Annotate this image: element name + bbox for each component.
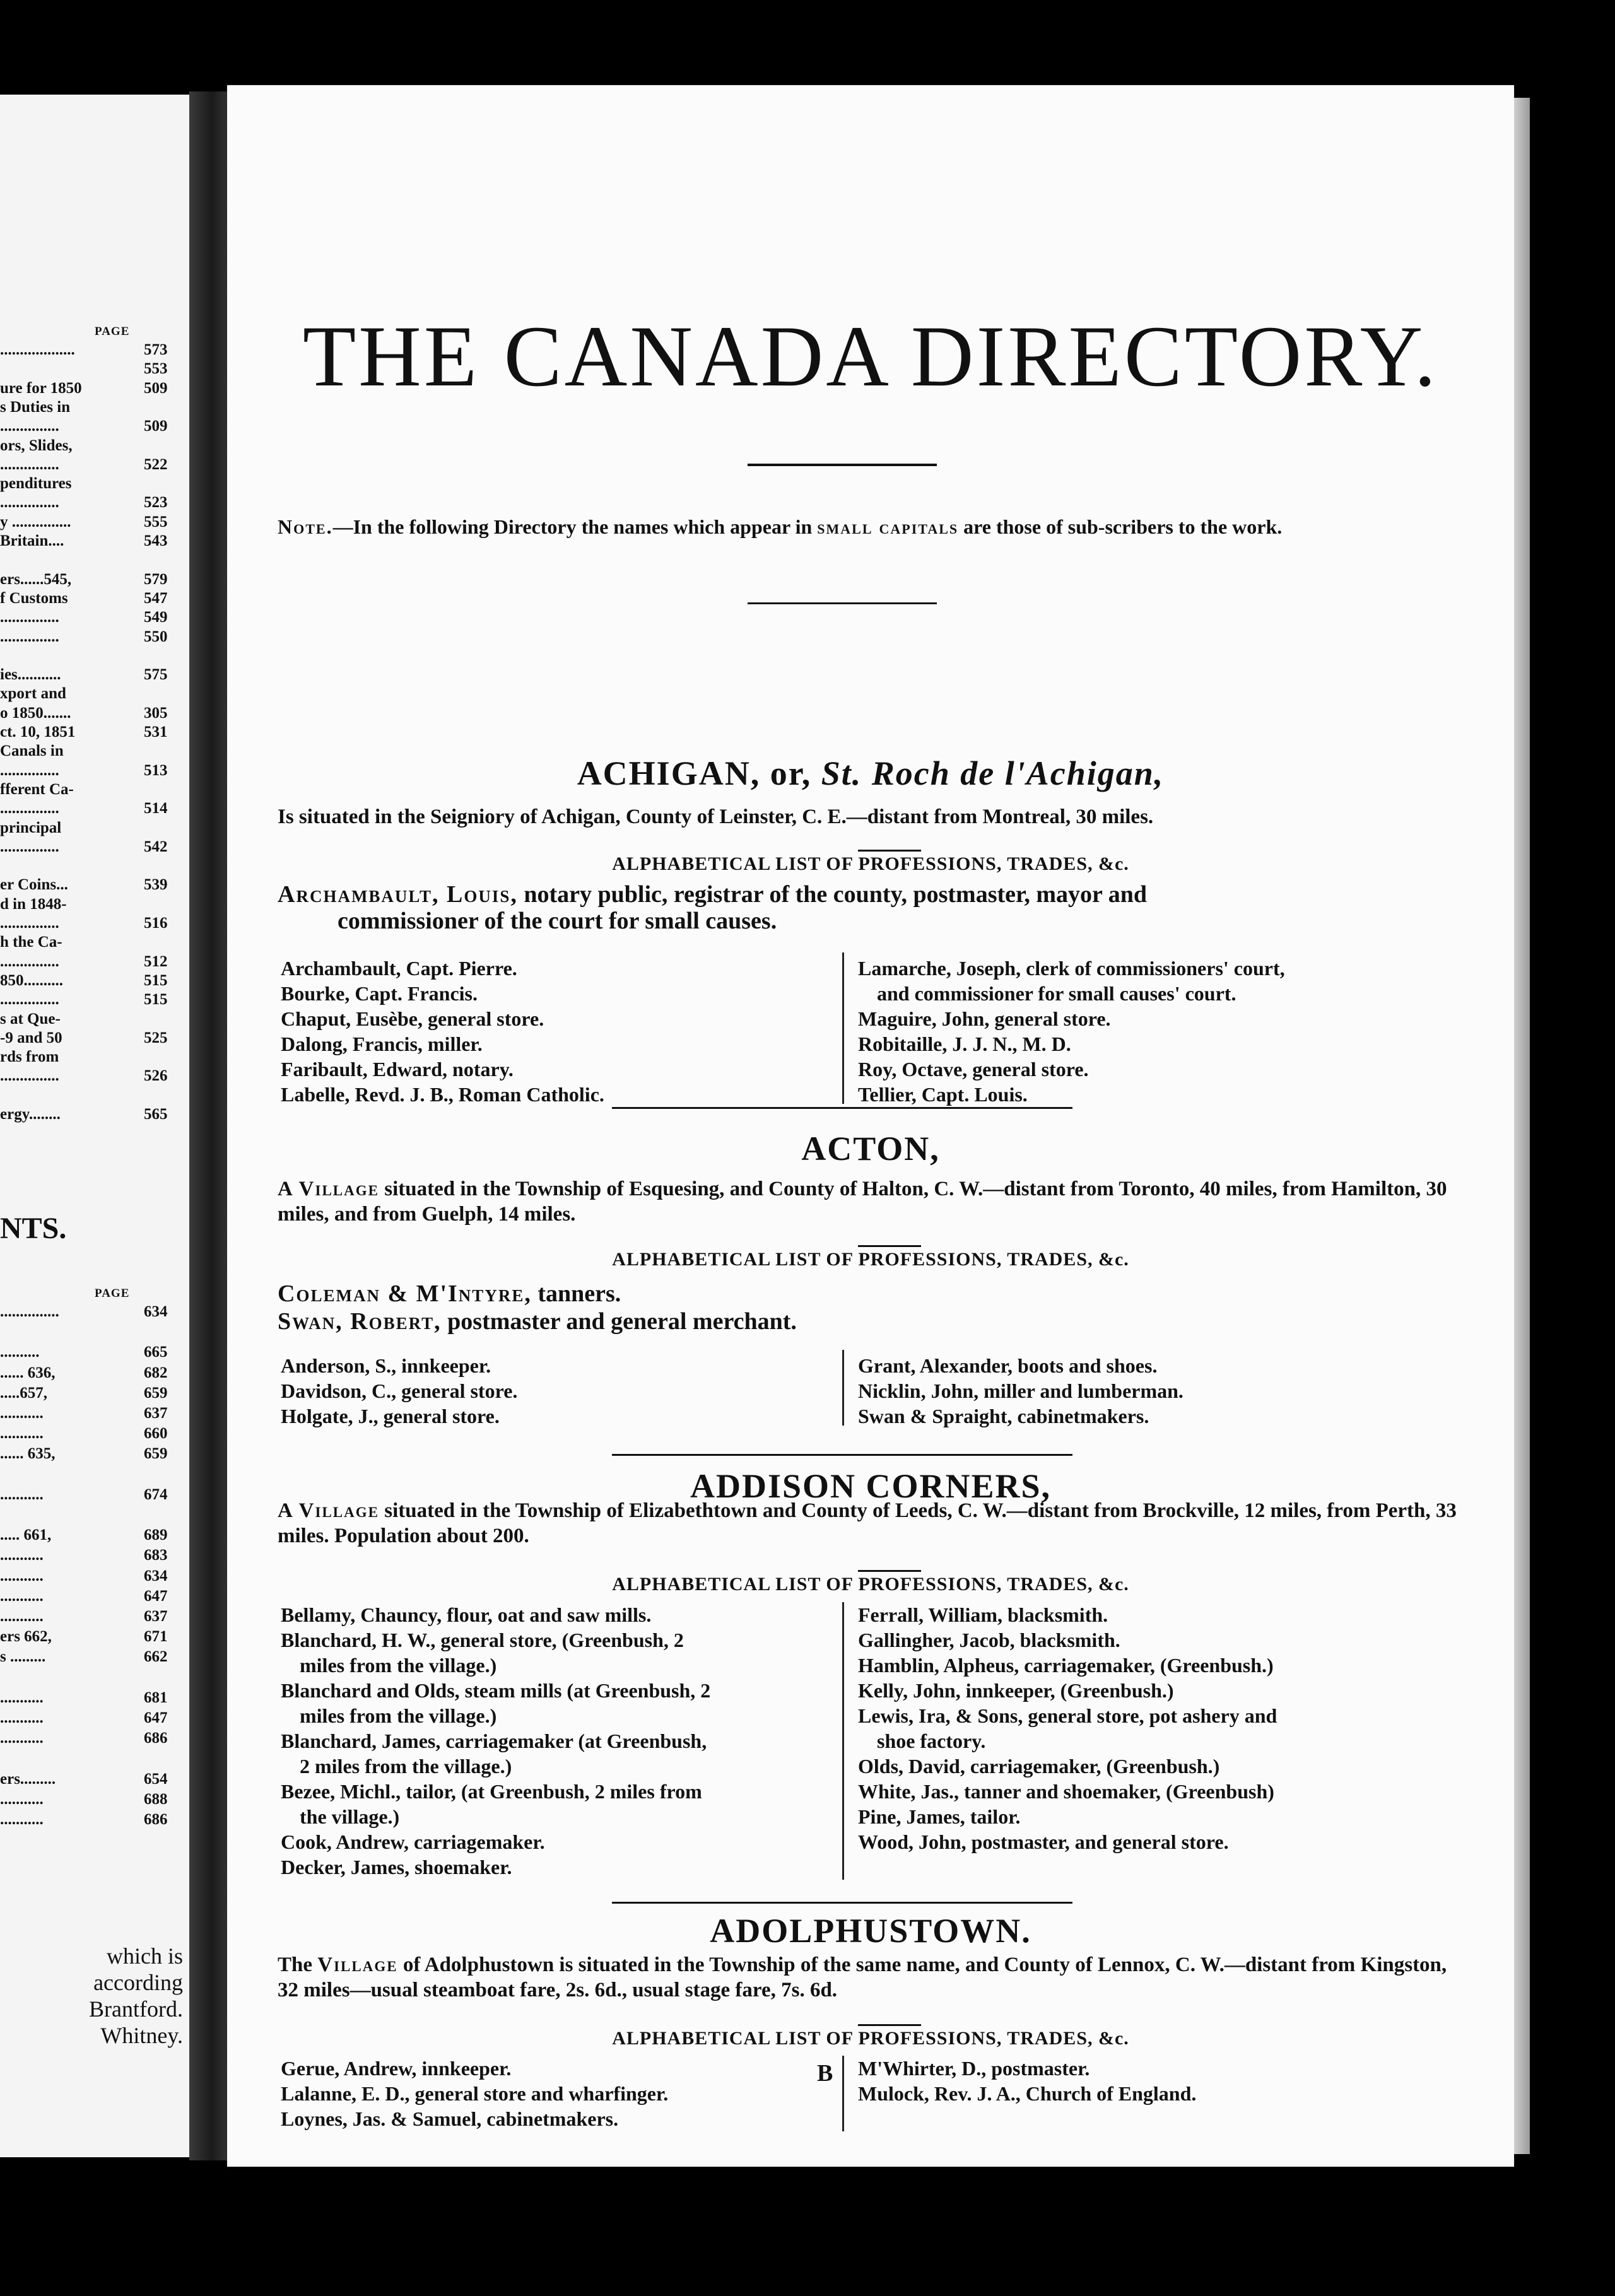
description-small-caps: Village: [317, 1953, 398, 1976]
left-row-text: s at Que-: [0, 1010, 61, 1028]
subscriber-detail: tanners.: [531, 1280, 621, 1307]
left-row2-page: 634: [144, 1303, 168, 1320]
left-facing-page: [0, 95, 189, 2157]
directory-entry: Faribault, Edward, notary.: [281, 1058, 514, 1081]
entries-left-column: [281, 2056, 836, 2131]
directory-entry: Nicklin, John, miller and lumberman.: [858, 1379, 1183, 1402]
directory-entry: Gerue, Andrew, innkeeper.: [281, 2057, 512, 2080]
left-row-text: ...............: [0, 628, 59, 645]
left-row2-text: ...............: [0, 1303, 59, 1320]
left-row-page: 579: [144, 570, 168, 588]
description-text: situated in the Township of Elizabethtown and County of Leeds, C. W.—distant from Brockville, 12 miles, from Perth, 33 miles. Population about 200.: [278, 1499, 1457, 1547]
directory-entry: Davidson, C., general store.: [281, 1379, 518, 1402]
alphabetical-list-heading: ALPHABETICAL LIST OF PROFESSIONS, TRADES, &c.: [612, 2028, 1129, 2049]
directory-entry: Wood, John, postmaster, and general store.: [858, 1830, 1229, 1853]
left-row-text: 850..........: [0, 971, 63, 989]
left-row-text: ...............: [0, 991, 59, 1009]
left-row2-page: 674: [144, 1485, 168, 1503]
directory-entry: Grant, Alexander, boots and shoes.: [858, 1354, 1158, 1377]
left-row-page: 526: [144, 1067, 168, 1085]
left-row-page: 305: [144, 704, 168, 722]
left-row-page: 549: [144, 609, 168, 626]
left-row2-text: ..... 661,: [0, 1526, 52, 1544]
left-row2-page: 654: [144, 1770, 168, 1788]
column-divider: [842, 1602, 844, 1880]
left-page-header-2: PAGE: [95, 1287, 130, 1300]
left-row-text: er Coins...: [0, 876, 68, 894]
left-row-text: f Customs: [0, 589, 68, 607]
left-row2-page: 665: [144, 1344, 168, 1361]
subscriber-detail: postmaster and general merchant.: [441, 1308, 797, 1335]
description-text: of Adolphustown is situated in the Township of the same name, and County of Lennox, C. W.—distant from Kingston, 32 miles—usual steamboat fare, 2s. 6d., usual stage fare, 7s. 6d.: [278, 1953, 1447, 2001]
left-row-page: 539: [144, 876, 168, 894]
left-row2-text: ...........: [0, 1689, 44, 1706]
left-row-text: fferent Ca-: [0, 780, 74, 798]
left-row2-page: 637: [144, 1608, 168, 1625]
left-row-text: ...............: [0, 800, 59, 817]
directory-entry: Pine, James, tailor.: [858, 1805, 1021, 1828]
left-row-text: ...............: [0, 952, 59, 970]
left-row-text: s Duties in: [0, 398, 71, 416]
title-rule: [748, 464, 937, 466]
section-heading: [227, 754, 1514, 793]
section-name: ADDISON CORNERS,: [690, 1467, 1052, 1505]
subscriber-entry: [278, 881, 1464, 934]
left-row-text: ...............: [0, 455, 59, 473]
directory-entry: Hamblin, Alpheus, carriagemaker, (Greenbush.): [858, 1654, 1274, 1677]
left-row2-page: 682: [144, 1364, 168, 1381]
section-name-italic: St. Roch de l'Achigan,: [811, 754, 1165, 792]
left-row-text: ...............: [0, 494, 59, 512]
left-row-text: ...................: [0, 341, 75, 358]
directory-entry: Loynes, Jas. & Samuel, cabinetmakers.: [281, 2107, 619, 2130]
directory-entry: Blanchard, H. W., general store, (Greenbush, 2: [281, 1629, 684, 1651]
alphabetical-list-heading: ALPHABETICAL LIST OF PROFESSIONS, TRADES, &c.: [612, 853, 1129, 874]
left-row2-page: 689: [144, 1526, 168, 1544]
left-row-page: 515: [144, 971, 168, 989]
left-row2-text: ...........: [0, 1587, 44, 1605]
left-row-text: ure for 1850: [0, 379, 82, 397]
left-row2-text: ...... 636,: [0, 1364, 56, 1381]
directory-entry: Kelly, John, innkeeper, (Greenbush.): [858, 1679, 1174, 1702]
left-row-text: ct. 10, 1851: [0, 723, 76, 741]
left-row-text: -9 and 50: [0, 1029, 62, 1046]
left-row2-text: ...........: [0, 1709, 44, 1726]
left-row2-text: ...........: [0, 1790, 44, 1808]
page-edge: [1514, 98, 1530, 2154]
description-text: Is situated in the Seigniory of Achigan, County of Leinster, C. E.—distant from Montreal, 30 miles.: [278, 805, 1154, 828]
left-row-text: ergy........: [0, 1106, 61, 1123]
directory-entry: White, Jas., tanner and shoemaker, (Greenbush): [858, 1780, 1274, 1803]
left-row-text: ies...........: [0, 666, 61, 684]
directory-entry: Anderson, S., innkeeper.: [281, 1354, 491, 1377]
directory-entry: Blanchard, James, carriagemaker (at Greenbush,: [281, 1730, 707, 1752]
alphabetical-list-heading: ALPHABETICAL LIST OF PROFESSIONS, TRADES, &c.: [612, 1249, 1129, 1270]
entry-continuation: and commissioner for small causes' court.: [877, 982, 1236, 1005]
entries-right-column: [858, 956, 1476, 1107]
alphabetical-list-heading: ALPHABETICAL LIST OF PROFESSIONS, TRADES, &c.: [612, 1574, 1129, 1595]
section-end-rule: [612, 1902, 1072, 1904]
left-row-page: 525: [144, 1029, 168, 1046]
entries-left-column: [281, 1602, 836, 1880]
entries-right-column: [858, 2056, 1476, 2106]
section-end-rule: [612, 1454, 1072, 1456]
left-row-page: 543: [144, 532, 168, 549]
directory-entry: Lalanne, E. D., general store and wharfinger.: [281, 2082, 669, 2105]
directory-entry: Holgate, J., general store.: [281, 1405, 500, 1427]
entry-continuation: shoe factory.: [877, 1730, 986, 1752]
left-row-page: 516: [144, 915, 168, 932]
note-text-end: are those of sub-scribers to the work.: [958, 515, 1283, 538]
left-tail-line: according: [93, 1970, 183, 1995]
left-row2-page: 683: [144, 1547, 168, 1564]
directory-entry: Olds, David, carriagemaker, (Greenbush.): [858, 1755, 1220, 1778]
description-text: situated in the Township of Esquesing, and County of Halton, C. W.—distant from Toronto, 40 miles, from Hamilton, 30 miles, and from Guelph, 14 miles.: [278, 1178, 1447, 1226]
left-row2-page: 647: [144, 1587, 168, 1605]
directory-entry: Roy, Octave, general store.: [858, 1058, 1089, 1081]
directory-entry: Swan & Spraight, cabinetmakers.: [858, 1405, 1149, 1427]
left-row-text: ...............: [0, 915, 59, 932]
left-row2-page: 688: [144, 1790, 168, 1808]
left-row-page: 522: [144, 455, 168, 473]
left-row-page: 547: [144, 589, 168, 607]
left-row-page: 509: [144, 379, 168, 397]
left-row-text: d in 1848-: [0, 895, 67, 913]
column-divider: [842, 2056, 844, 2131]
left-big-heading: NTS.: [0, 1212, 67, 1245]
left-tail-line: Whitney.: [100, 2023, 183, 2048]
section-name: ACHIGAN, or,: [577, 754, 812, 792]
left-row2-page: 681: [144, 1689, 168, 1706]
description-small-caps: A Village: [278, 1178, 379, 1200]
left-row2-page: 660: [144, 1425, 168, 1443]
left-row-page: 509: [144, 418, 168, 435]
column-divider: [842, 1350, 844, 1426]
section-description: [278, 804, 1464, 829]
section-description: [278, 1952, 1464, 2003]
note-label: Note.: [278, 515, 333, 538]
entry-continuation: 2 miles from the village.): [300, 1755, 512, 1778]
left-row2-page: 686: [144, 1730, 168, 1747]
left-row-text: rds from: [0, 1048, 59, 1066]
left-row2-page: 647: [144, 1709, 168, 1726]
entry-continuation: the village.): [300, 1805, 400, 1828]
left-row2-page: 659: [144, 1445, 168, 1463]
left-row2-text: ...........: [0, 1485, 44, 1503]
note-paragraph: [278, 514, 1464, 539]
subscriber-entry: [278, 1308, 1464, 1335]
subscriber-detail: notary public, registrar of the county, postmaster, mayor and: [517, 881, 1147, 908]
left-row-page: 531: [144, 723, 168, 741]
left-row2-text: s .........: [0, 1648, 46, 1666]
entry-continuation: miles from the village.): [300, 1704, 497, 1727]
left-row-page: 515: [144, 991, 168, 1009]
left-row-text: ...............: [0, 609, 59, 626]
left-row-text: ...............: [0, 418, 59, 435]
left-row2-text: ...........: [0, 1425, 44, 1443]
left-row2-text: ...........: [0, 1547, 44, 1564]
directory-entry: Gallingher, Jacob, blacksmith.: [858, 1629, 1120, 1651]
directory-entry: Chaput, Eusèbe, general store.: [281, 1007, 544, 1030]
left-row-page: 542: [144, 838, 168, 855]
entries-left-column: [281, 1353, 836, 1429]
left-row-page: 523: [144, 494, 168, 512]
left-row2-page: 634: [144, 1567, 168, 1584]
left-row2-text: ...........: [0, 1811, 44, 1828]
left-row2-text: ...........: [0, 1608, 44, 1625]
left-row-text: ...............: [0, 761, 59, 779]
left-row2-page: 671: [144, 1628, 168, 1646]
left-tail-line: which is: [107, 1943, 183, 1969]
left-row-text: principal: [0, 819, 62, 836]
note-small-caps: small capitals: [817, 515, 959, 538]
left-row2-text: ...... 635,: [0, 1445, 56, 1463]
directory-entry: Mulock, Rev. J. A., Church of England.: [858, 2082, 1197, 2105]
left-row2-text: ..........: [0, 1344, 40, 1361]
left-row-page: 573: [144, 341, 168, 358]
left-row-page: 550: [144, 628, 168, 645]
entries-right-column: [858, 1353, 1476, 1429]
left-row-page: 514: [144, 800, 168, 817]
left-row2-text: ers.........: [0, 1770, 56, 1788]
directory-entry: Dalong, Francis, miller.: [281, 1033, 483, 1055]
directory-entry: Blanchard and Olds, steam mills (at Greenbush, 2: [281, 1679, 711, 1702]
description-prefix: The: [278, 1953, 318, 1976]
description-small-caps: A Village: [278, 1499, 379, 1522]
directory-entry: Archambault, Capt. Pierre.: [281, 957, 517, 980]
left-row-page: 553: [144, 360, 168, 378]
left-row2-page: 662: [144, 1648, 168, 1666]
alpha-underline: [858, 850, 921, 852]
directory-entry: Cook, Andrew, carriagemaker.: [281, 1830, 545, 1853]
book-gutter: [189, 91, 227, 2160]
left-row2-text: .....657,: [0, 1384, 47, 1402]
section-end-rule: [612, 1107, 1072, 1109]
section-name: ADOLPHUSTOWN.: [710, 1912, 1031, 1950]
alpha-underline: [858, 1245, 921, 1247]
subscriber-name: Coleman & M'Intyre,: [278, 1280, 532, 1307]
left-row2-text: ers 662,: [0, 1628, 52, 1646]
directory-entry: Lewis, Ira, & Sons, general store, pot ashery and: [858, 1704, 1277, 1727]
directory-entry: M'Whirter, D., postmaster.: [858, 2057, 1090, 2080]
left-row-text: y ...............: [0, 513, 71, 530]
left-row-text: ers......545,: [0, 570, 72, 588]
left-row-page: 512: [144, 952, 168, 970]
section-name: ACTON,: [801, 1130, 940, 1168]
left-row-text: xport and: [0, 685, 66, 703]
subscriber-continuation: commissioner of the court for small causes.: [338, 908, 777, 934]
section-heading: [227, 1129, 1514, 1168]
section-heading: [227, 1911, 1514, 1950]
section-description: [278, 1498, 1464, 1549]
subscriber-name: Swan, Robert,: [278, 1308, 442, 1335]
left-row-page: 513: [144, 761, 168, 779]
page-title: THE CANADA DIRECTORY.: [302, 308, 1439, 404]
directory-entry: Lamarche, Joseph, clerk of commissioners' court,: [858, 957, 1285, 980]
left-row-text: o 1850.......: [0, 704, 71, 722]
subscriber-entry: [278, 1280, 1464, 1307]
left-row-text: ...............: [0, 838, 59, 855]
left-row2-text: ...........: [0, 1567, 44, 1584]
left-row-text: ...............: [0, 1067, 59, 1085]
directory-entry: Bellamy, Chauncy, flour, oat and saw mills.: [281, 1603, 652, 1626]
directory-entry: Maguire, John, general store.: [858, 1007, 1111, 1030]
left-row-text: h the Ca-: [0, 934, 62, 951]
directory-entry: Tellier, Capt. Louis.: [858, 1083, 1028, 1106]
left-row2-page: 686: [144, 1811, 168, 1828]
directory-entry: Labelle, Revd. J. B., Roman Catholic.: [281, 1083, 604, 1106]
left-row-page: 555: [144, 513, 168, 530]
directory-page: [227, 85, 1514, 2167]
entries-left-column: [281, 956, 836, 1107]
entries-right-column: [858, 1602, 1476, 1854]
alpha-underline: [858, 1570, 921, 1572]
subscriber-name: Archambault, Louis,: [278, 881, 518, 908]
directory-entry: Robitaille, J. J. N., M. D.: [858, 1033, 1071, 1055]
left-row-page: 565: [144, 1106, 168, 1123]
left-row2-text: ...........: [0, 1730, 44, 1747]
column-divider: [842, 952, 844, 1104]
left-row-text: Britain....: [0, 532, 64, 549]
left-row2-text: ...........: [0, 1405, 44, 1422]
directory-entry: Bourke, Capt. Francis.: [281, 982, 478, 1005]
left-row-text: ors, Slides,: [0, 436, 73, 454]
section-description: [278, 1176, 1464, 1227]
left-page-header: PAGE: [95, 325, 130, 338]
directory-entry: Decker, James, shoemaker.: [281, 1856, 512, 1878]
entry-continuation: miles from the village.): [300, 1654, 497, 1677]
left-tail-line: Brantford.: [89, 1996, 183, 2022]
left-row-page: 575: [144, 666, 168, 684]
left-row-text: penditures: [0, 475, 72, 493]
signature-mark: B: [817, 2060, 833, 2087]
directory-entry: Ferrall, William, blacksmith.: [858, 1603, 1108, 1626]
left-row2-page: 659: [144, 1384, 168, 1402]
left-row2-page: 637: [144, 1405, 168, 1422]
directory-entry: Bezee, Michl., tailor, (at Greenbush, 2 miles from: [281, 1780, 702, 1803]
note-text: —In the following Directory the names which appear in: [332, 515, 818, 538]
note-rule: [748, 602, 937, 604]
alpha-underline: [858, 2024, 921, 2026]
left-row-text: Canals in: [0, 742, 64, 760]
